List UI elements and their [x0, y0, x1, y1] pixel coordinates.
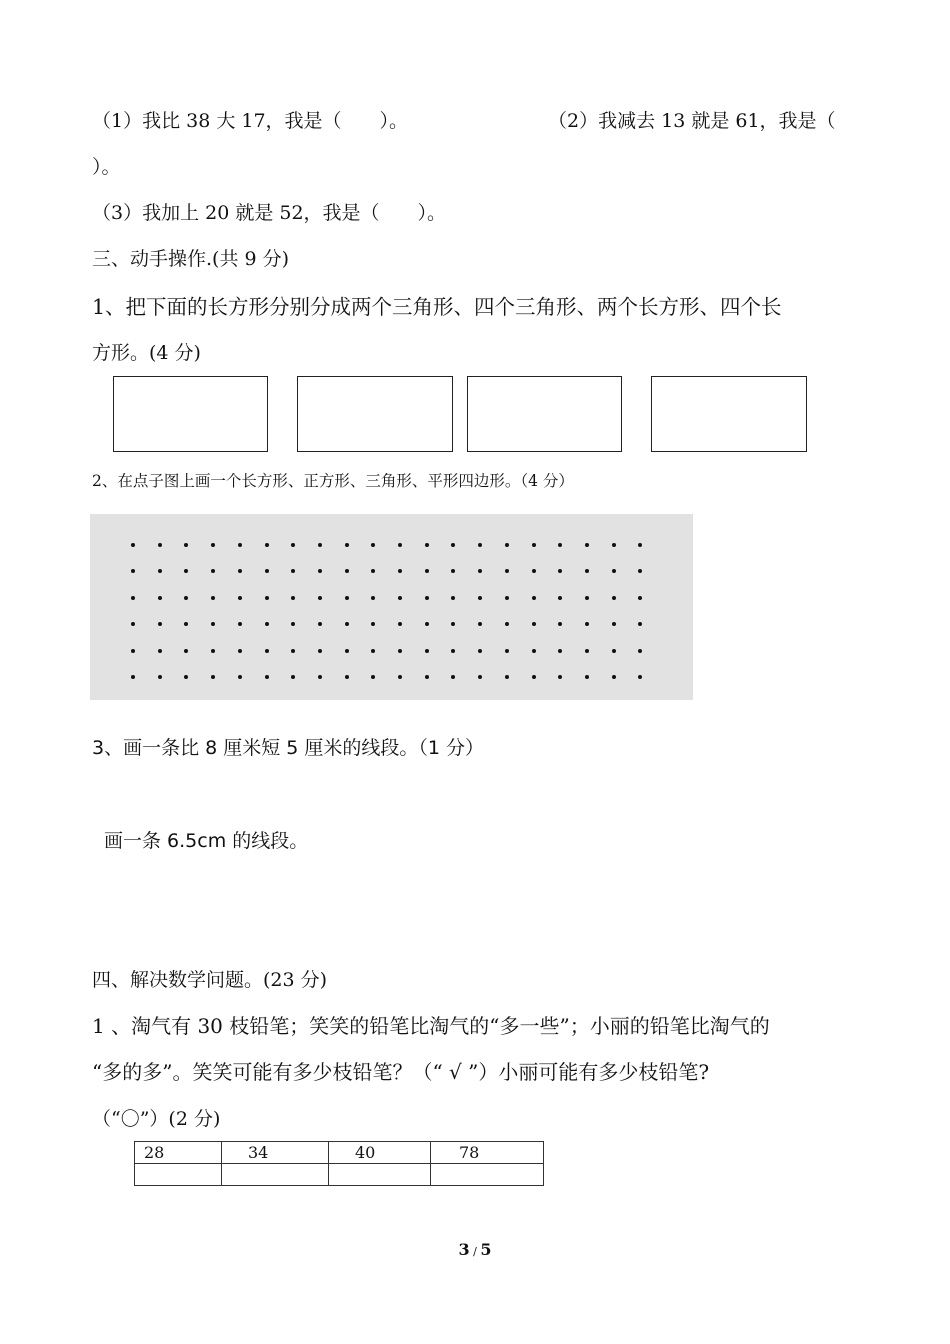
grid-dot: [585, 622, 589, 626]
grid-dot: [532, 649, 536, 653]
grid-dot: [478, 675, 482, 679]
page-number: [0, 1240, 950, 1259]
grid-dot: [585, 675, 589, 679]
grid-dot: [211, 543, 215, 547]
grid-dot: [532, 622, 536, 626]
answer-cell[interactable]: [135, 1164, 222, 1186]
grid-dot: [291, 649, 295, 653]
grid-dot: [505, 569, 509, 573]
grid-dot: [265, 596, 269, 600]
grid-dot: [211, 649, 215, 653]
grid-dot: [291, 675, 295, 679]
grid-dot: [638, 675, 642, 679]
grid-dot: [158, 543, 162, 547]
grid-dot: [184, 622, 188, 626]
grid-dot: [318, 649, 322, 653]
section3-q2: 2、在点子图上画一个长方形、正方形、三角形、平形四边形。（4 分）: [92, 472, 574, 490]
answer-cell[interactable]: [431, 1164, 544, 1186]
grid-dot: [451, 649, 455, 653]
grid-dot: [398, 675, 402, 679]
grid-dot: [478, 622, 482, 626]
section3-q1-line1: 1、把下面的长方形分别分成两个三角形、四个三角形、两个长方形、四个长: [92, 295, 782, 319]
grid-dot: [425, 543, 429, 547]
grid-dot: [398, 569, 402, 573]
option-cell: 78: [431, 1142, 544, 1164]
grid-dot: [345, 543, 349, 547]
grid-dot: [638, 622, 642, 626]
option-cell: 34: [222, 1142, 329, 1164]
grid-dot: [318, 675, 322, 679]
grid-dot: [345, 622, 349, 626]
section4-heading: 四、解决数学问题。(23 分): [92, 969, 328, 991]
grid-dot: [532, 569, 536, 573]
grid-dot: [425, 569, 429, 573]
grid-dot: [265, 543, 269, 547]
grid-dot: [131, 596, 135, 600]
grid-dot: [238, 543, 242, 547]
grid-dot: [398, 649, 402, 653]
grid-dot: [371, 569, 375, 573]
option-cell: 40: [329, 1142, 431, 1164]
grid-dot: [451, 622, 455, 626]
grid-dot: [265, 569, 269, 573]
grid-dot: [638, 543, 642, 547]
grid-dot: [425, 675, 429, 679]
grid-dot: [585, 543, 589, 547]
grid-dot: [345, 649, 349, 653]
grid-dot: [505, 649, 509, 653]
grid-dot: [371, 649, 375, 653]
grid-dot: [585, 649, 589, 653]
dot-grid[interactable]: [90, 514, 693, 700]
grid-dot: [398, 596, 402, 600]
grid-dot: [585, 569, 589, 573]
grid-dot: [558, 675, 562, 679]
grid-dot: [451, 569, 455, 573]
grid-dot: [478, 649, 482, 653]
grid-dot: [184, 649, 188, 653]
option-cell: 28: [135, 1142, 222, 1164]
grid-dot: [158, 596, 162, 600]
answer-cell[interactable]: [329, 1164, 431, 1186]
grid-dot: [612, 622, 616, 626]
grid-dot: [238, 649, 242, 653]
section3-q3: 3、画一条比 8 厘米短 5 厘米的线段。（1 分）: [92, 737, 485, 759]
grid-dot: [291, 569, 295, 573]
grid-dot: [612, 596, 616, 600]
grid-dot: [265, 622, 269, 626]
grid-dot: [211, 675, 215, 679]
grid-dot: [425, 596, 429, 600]
grid-dot: [451, 675, 455, 679]
grid-dot: [131, 569, 135, 573]
grid-dot: [131, 649, 135, 653]
q2-item2-continued: ）。: [92, 156, 121, 178]
section4-q1-line3: （“〇”）(2 分): [92, 1108, 221, 1130]
grid-dot: [184, 543, 188, 547]
grid-dot: [184, 569, 188, 573]
rectangle-1[interactable]: [113, 376, 268, 452]
q2-item2: （2）我减去 13 就是 61，我是（: [548, 110, 836, 132]
grid-dot: [131, 543, 135, 547]
grid-dot: [478, 569, 482, 573]
current-page: 3: [458, 1240, 470, 1259]
grid-dot: [612, 649, 616, 653]
grid-dot: [238, 622, 242, 626]
grid-dot: [612, 675, 616, 679]
rectangle-3[interactable]: [467, 376, 622, 452]
grid-dot: [505, 675, 509, 679]
grid-dot: [131, 675, 135, 679]
grid-dot: [131, 622, 135, 626]
grid-dot: [478, 543, 482, 547]
total-pages: 5: [480, 1240, 492, 1259]
grid-dot: [238, 675, 242, 679]
answer-cell[interactable]: [222, 1164, 329, 1186]
grid-dot: [265, 649, 269, 653]
section3-heading: 三、动手操作.(共 9 分): [92, 248, 290, 270]
table-row: [135, 1164, 544, 1186]
section3-q4: 画一条 6.5cm 的线段。: [104, 830, 309, 852]
grid-dot: [318, 569, 322, 573]
grid-dot: [398, 622, 402, 626]
grid-dot: [345, 569, 349, 573]
grid-dot: [532, 543, 536, 547]
grid-dot: [558, 569, 562, 573]
grid-dot: [318, 622, 322, 626]
grid-dot: [291, 543, 295, 547]
grid-dot: [265, 675, 269, 679]
grid-dot: [532, 596, 536, 600]
grid-dot: [505, 622, 509, 626]
grid-dot: [318, 596, 322, 600]
grid-dot: [532, 675, 536, 679]
grid-dot: [478, 596, 482, 600]
grid-dot: [371, 543, 375, 547]
table-row: [135, 1142, 544, 1164]
grid-dot: [371, 596, 375, 600]
grid-dot: [211, 596, 215, 600]
grid-dot: [451, 596, 455, 600]
grid-dot: [158, 622, 162, 626]
grid-dot: [345, 675, 349, 679]
rectangle-4[interactable]: [651, 376, 807, 452]
grid-dot: [184, 675, 188, 679]
grid-dot: [211, 622, 215, 626]
grid-dot: [158, 675, 162, 679]
grid-dot: [638, 649, 642, 653]
grid-dot: [238, 596, 242, 600]
grid-dot: [345, 596, 349, 600]
grid-dot: [612, 543, 616, 547]
section3-q1-line2: 方形。(4 分): [92, 342, 201, 364]
grid-dot: [371, 675, 375, 679]
grid-dot: [612, 569, 616, 573]
grid-dot: [318, 543, 322, 547]
grid-dot: [371, 622, 375, 626]
answer-table: [134, 1141, 544, 1186]
grid-dot: [398, 543, 402, 547]
grid-dot: [425, 622, 429, 626]
grid-dot: [505, 596, 509, 600]
grid-dot: [211, 569, 215, 573]
section4-q1-line2: “多的多”。笑笑可能有多少枝铅笔？（“ √ ”）小丽可能有多少枝铅笔?: [92, 1060, 710, 1084]
grid-dot: [158, 649, 162, 653]
rectangle-2[interactable]: [297, 376, 453, 452]
q2-item1: （1）我比 38 大 17，我是（ ）。: [92, 110, 409, 132]
grid-dot: [291, 596, 295, 600]
grid-dot: [425, 649, 429, 653]
page-separator: /: [469, 1245, 481, 1258]
grid-dot: [558, 596, 562, 600]
grid-dot: [238, 569, 242, 573]
grid-dot: [558, 543, 562, 547]
grid-dot: [638, 569, 642, 573]
grid-dot: [291, 622, 295, 626]
grid-dot: [558, 622, 562, 626]
grid-dot: [158, 569, 162, 573]
section4-q1-line1: 1 、淘气有 30 枝铅笔；笑笑的铅笔比淘气的“多一些”；小丽的铅笔比淘气的: [92, 1014, 770, 1038]
grid-dot: [558, 649, 562, 653]
grid-dot: [505, 543, 509, 547]
grid-dot: [184, 596, 188, 600]
grid-dot: [451, 543, 455, 547]
grid-dot: [585, 596, 589, 600]
q2-item3: （3）我加上 20 就是 52，我是（ ）。: [92, 202, 447, 224]
grid-dot: [638, 596, 642, 600]
